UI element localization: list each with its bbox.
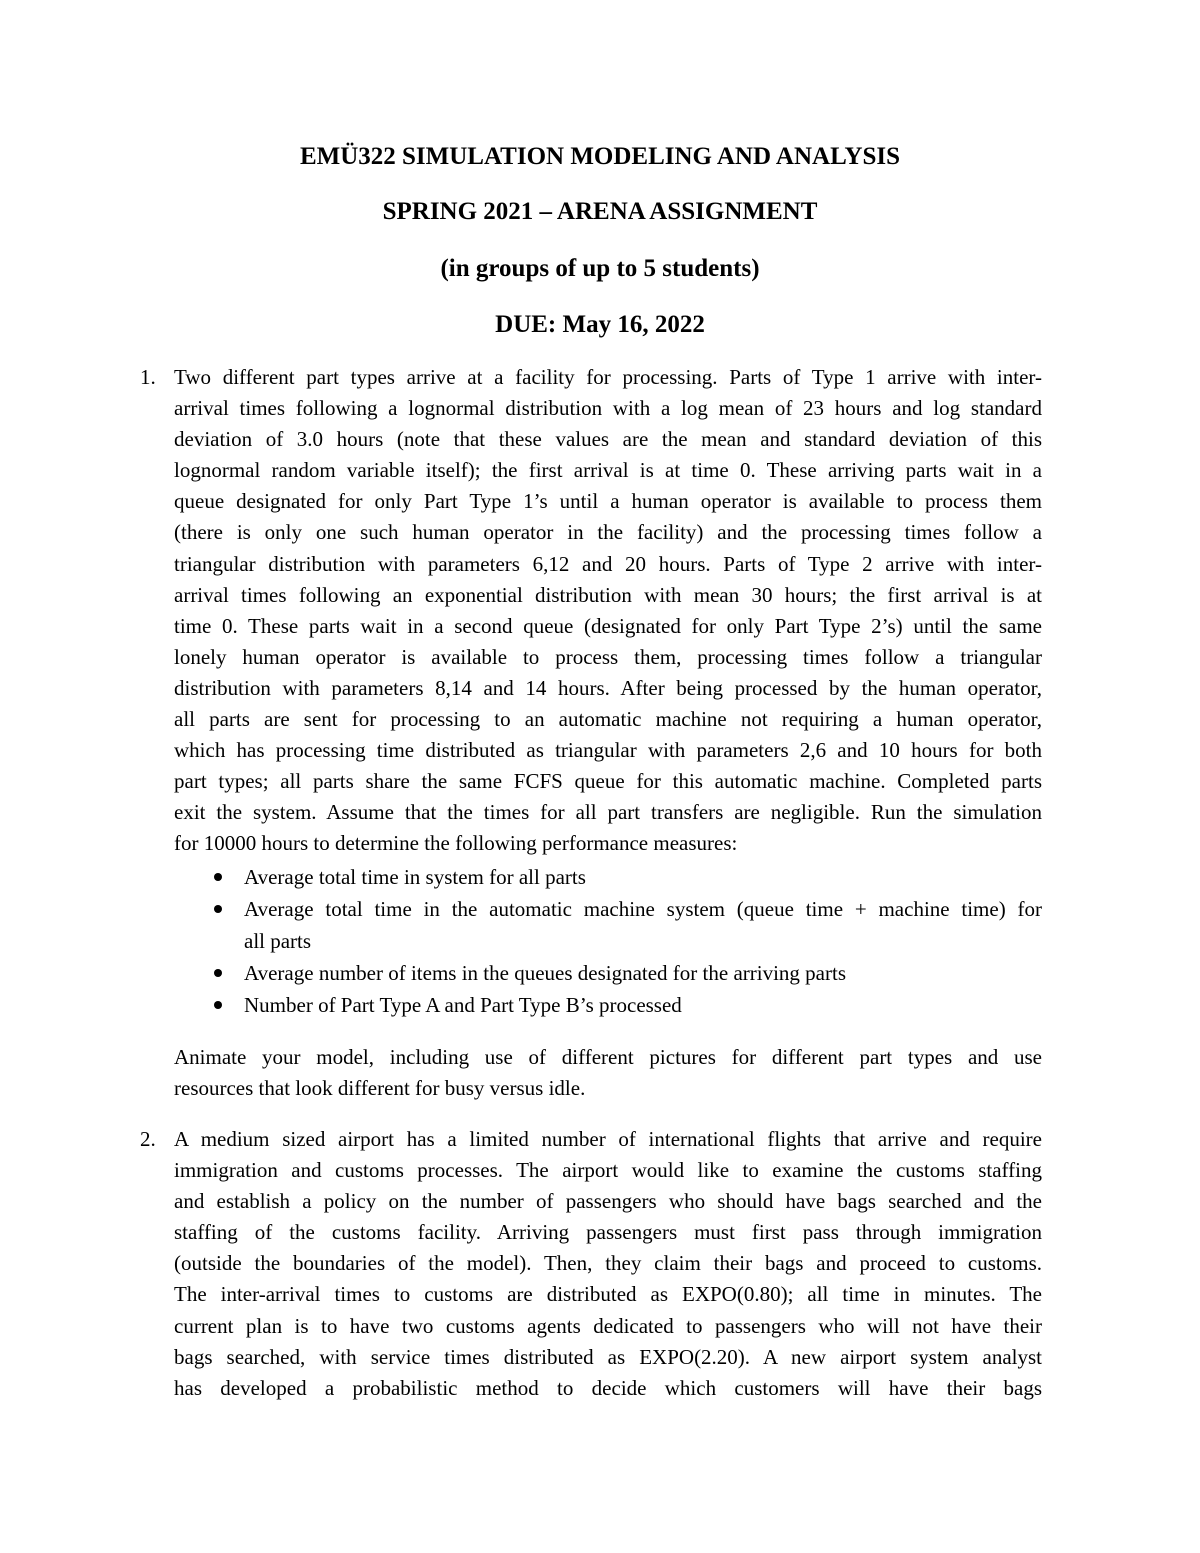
question-1-line: which has processing time distributed as triangular with parameters 2,6 and 10 hours for both (174, 738, 1042, 763)
question-1-line: distribution with parameters 8,14 and 14 hours. After being processed by the human operator, (174, 675, 1042, 700)
question-2-line: staffing of the customs facility. Arriving passengers must first pass through immigration (174, 1220, 1042, 1245)
question-1-line: (there is only one such human operator in the facility) and the processing times follow a (174, 520, 1042, 545)
due-date: DUE: May 16, 2022 (495, 311, 705, 338)
question-2-line: current plan is to have two customs agents dedicated to passengers who will not have their (174, 1313, 1042, 1338)
list-item-text: Number of Part Type A and Part Type B’s processed (244, 993, 682, 1017)
question-1-line: exit the system. Assume that the times for all part transfers are negligible. Run the simulation (174, 800, 1042, 825)
question-2-line: bags searched, with service times distributed as EXPO(2.20). A new airport system analyst (174, 1344, 1042, 1369)
question-2-line: (outside the boundaries of the model). Then, they claim their bags and proceed to customs. (174, 1251, 1042, 1276)
question-2-line: immigration and customs processes. The airport would like to examine the customs staffing (174, 1158, 1042, 1183)
question-1-line: arrival times following an exponential distribution with mean 30 hours; the first arrival is at (174, 582, 1042, 607)
bullet-icon (214, 905, 222, 913)
question-1-body (174, 362, 1042, 860)
performance-measures-list (174, 861, 1042, 1021)
question-2-body (174, 1124, 1042, 1404)
list-item-text: Average total time in the automatic machine system (queue time + machine time) for (244, 897, 1042, 921)
term-title: SPRING 2021 – ARENA ASSIGNMENT (382, 198, 818, 225)
bullet-icon (214, 969, 222, 977)
question-1-line: time 0. These parts wait in a second queue (designated for only Part Type 2’s) until the same (174, 613, 1042, 638)
bullet-icon (214, 1001, 222, 1009)
question-2-line: and establish a policy on the number of passengers who should have bags searched and the (174, 1189, 1042, 1214)
question-2-line: The inter-arrival times to customs are distributed as EXPO(0.80); all time in minutes. The (174, 1282, 1042, 1307)
question-1-line: Two different part types arrive at a facility for processing. Parts of Type 1 arrive with inter- (174, 365, 1042, 389)
list-item (174, 989, 1042, 1021)
question-1-number: 1. (140, 365, 156, 389)
group-note: (in groups of up to 5 students) (440, 255, 760, 282)
list-item (174, 957, 1042, 989)
question-1-line: lonely human operator is available to process them, processing times follow a triangular (174, 644, 1042, 669)
question-1-line: queue designated for only Part Type 1’s until a human operator is available to process them (174, 489, 1042, 514)
question-2-line: A medium sized airport has a limited number of international flights that arrive and require (174, 1127, 1042, 1151)
list-item-text: Average total time in system for all parts (244, 865, 586, 889)
question-1-line: part types; all parts share the same FCFS queue for this automatic machine. Completed parts (174, 769, 1042, 794)
list-item (174, 861, 1042, 893)
question-1-closing-line: resources that look different for busy versus idle. (174, 1076, 586, 1101)
question-1-line: all parts are sent for processing to an automatic machine not requiring a human operator, (174, 707, 1042, 732)
course-title: EMÜ322 SIMULATION MODELING AND ANALYSIS (299, 143, 901, 170)
question-1-line: arrival times following a lognormal distribution with a log mean of 23 hours and log standard (174, 396, 1042, 421)
question-2-number: 2. (140, 1127, 156, 1151)
question-1-line: triangular distribution with parameters 6,12 and 20 hours. Parts of Type 2 arrive with inter- (174, 551, 1042, 576)
question-1-closing (174, 1042, 1042, 1104)
question-1-line: deviation of 3.0 hours (note that these values are the mean and standard deviation of this (174, 427, 1042, 452)
question-1-line: lognormal random variable itself); the first arrival is at time 0. These arriving parts wait in a (174, 458, 1042, 483)
list-item (174, 893, 1042, 957)
question-2-line: has developed a probabilistic method to decide which customers will have their bags (174, 1375, 1042, 1400)
bullet-icon (214, 873, 222, 881)
list-item-text: Average number of items in the queues designated for the arriving parts (244, 961, 846, 985)
list-item-text: all parts (244, 929, 312, 953)
question-1-closing-line: Animate your model, including use of different pictures for different part types and use (174, 1045, 1042, 1069)
question-1-line: for 10000 hours to determine the following performance measures: (174, 831, 738, 856)
